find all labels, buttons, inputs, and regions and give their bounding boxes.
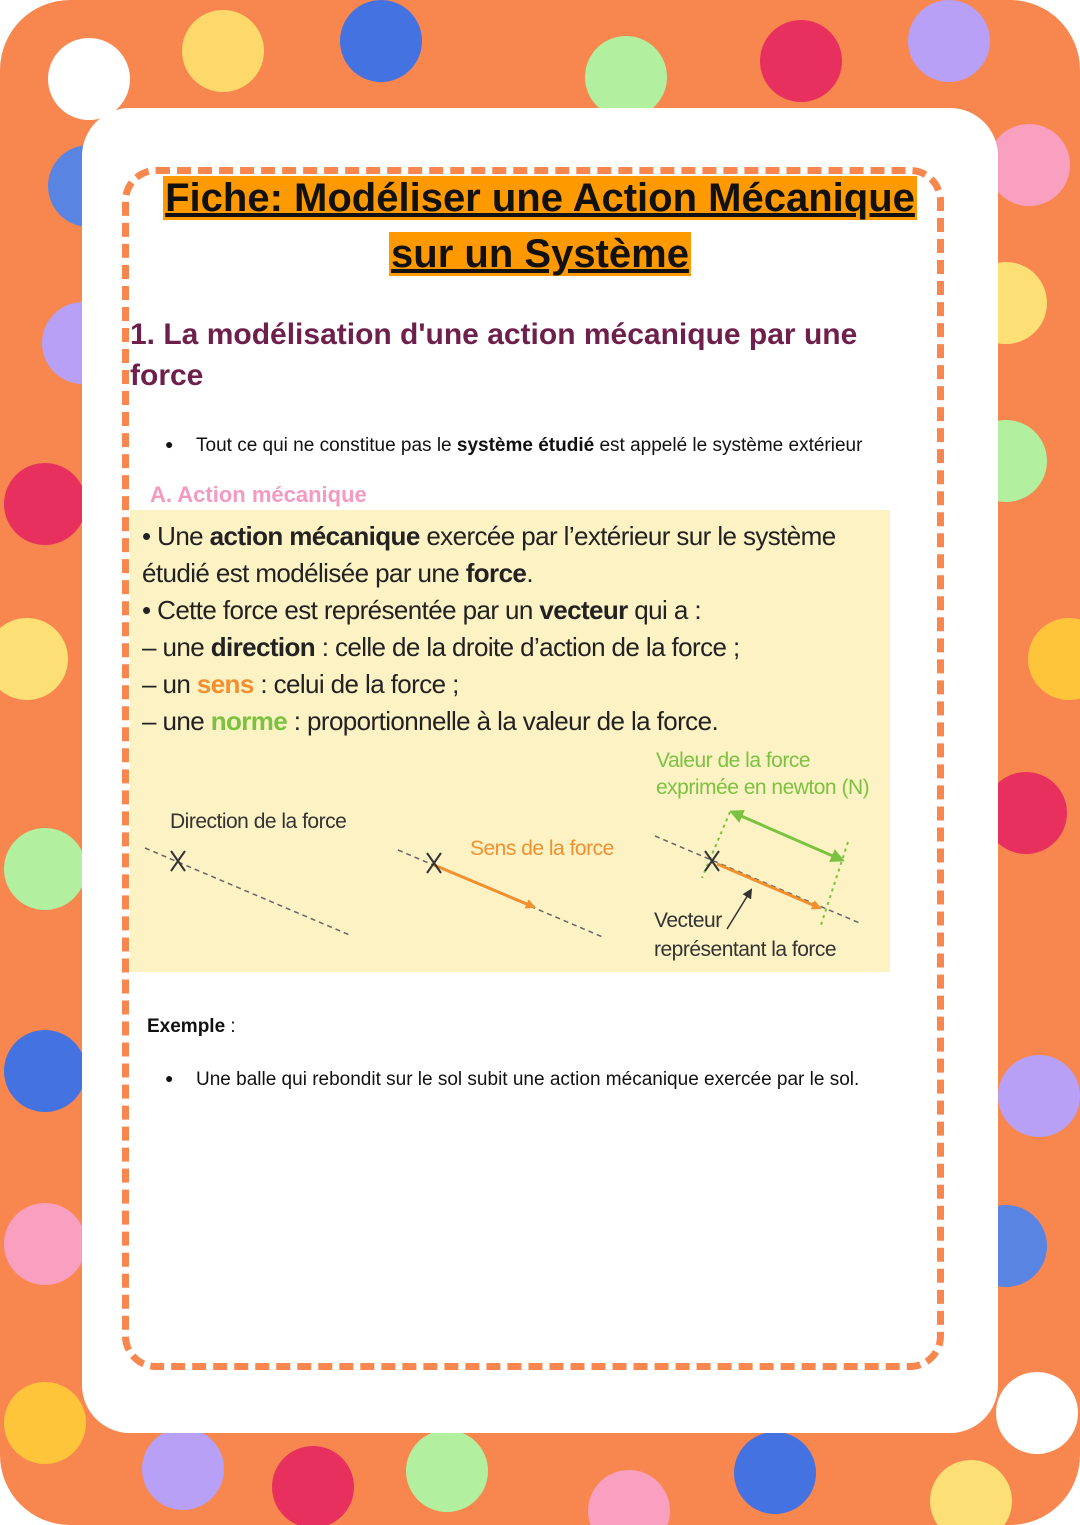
title-line-1: Fiche: Modéliser une Action Mécanique: [165, 176, 915, 220]
decor-dot: [48, 38, 130, 120]
example-label: [147, 1016, 236, 1038]
decor-dot: [272, 1446, 354, 1525]
decor-dot: [4, 1382, 86, 1464]
force-diagram: [130, 510, 890, 972]
decor-dot: [182, 10, 264, 92]
decor-dot: [760, 20, 842, 102]
decor-dot: [0, 618, 68, 700]
definition-box: [130, 510, 890, 972]
direction-line: [145, 848, 352, 936]
section-heading: 1. La modélisation d'une action mécanique par une force: [130, 318, 858, 392]
label-vecteur-2: représentant la force: [654, 938, 837, 961]
label-direction: Direction de la force: [170, 810, 347, 833]
subsection-heading: A. Action mécanique: [150, 482, 367, 507]
cross-icon: [171, 851, 185, 871]
text-bold: direction: [210, 632, 316, 662]
label-vecteur-1: Vecteur: [654, 909, 722, 932]
bullet-text-bold: système étudié: [456, 435, 595, 456]
example-label-suffix: :: [225, 1016, 236, 1037]
text: .: [526, 558, 533, 588]
decor-dot: [585, 36, 667, 118]
decor-dot: [4, 1030, 86, 1112]
text-green: norme: [210, 706, 288, 736]
page-title: [140, 170, 940, 282]
bullet-text-post: est appelé le système extérieur: [594, 435, 863, 456]
text: qui a :: [627, 595, 701, 625]
bullet-glyph: •: [142, 595, 151, 625]
bullet-text-pre: Tout ce qui ne constitue pas le: [196, 435, 457, 456]
decor-dot: [908, 0, 990, 82]
text: Une: [150, 521, 210, 551]
text: : celle de la droite d’action de la force ;: [315, 632, 740, 662]
force-arrow: [434, 865, 534, 907]
text: – une: [142, 706, 211, 736]
decor-dot: [1028, 618, 1080, 700]
force-arrow: [717, 864, 820, 908]
label-valeur-2: exprimée en newton (N): [656, 776, 870, 799]
text: – une: [142, 632, 211, 662]
text: – un: [142, 669, 197, 699]
label-valeur-1: Valeur de la force: [656, 749, 811, 772]
decor-dot: [340, 0, 422, 82]
cross-icon: [427, 853, 441, 873]
pointer-arrow: [727, 890, 751, 929]
text: exercée par l’extérieur sur le système étudié est modélisée par une: [142, 521, 836, 588]
label-sens: Sens de la force: [470, 837, 614, 860]
cross-icon: [705, 851, 719, 871]
title-line-2: sur un Système: [391, 232, 689, 276]
bullet-icon: ●: [165, 436, 174, 452]
bullet-glyph: •: [142, 521, 151, 551]
list-item: [165, 432, 862, 458]
bullet-icon: ●: [165, 1070, 174, 1086]
example-label-bold: Exemple: [147, 1016, 226, 1037]
text: : proportionnelle à la valeur de la force.: [287, 706, 719, 736]
decor-dot: [588, 1470, 670, 1525]
text-orange: sens: [196, 669, 254, 699]
example-text: Une balle qui rebondit sur le sol subit une action mécanique exercée par le sol.: [196, 1069, 860, 1090]
text-bold: vecteur: [539, 595, 628, 625]
decor-dot: [4, 1203, 86, 1285]
decor-dot: [4, 828, 86, 910]
decor-dot: [998, 1055, 1080, 1137]
decor-dot: [996, 1372, 1078, 1454]
decor-dot: [142, 1428, 224, 1510]
decor-dot: [930, 1460, 1012, 1525]
decor-dot: [4, 463, 86, 545]
text-bold: action mécanique: [209, 521, 420, 551]
text: Cette force est représentée par un: [150, 595, 540, 625]
text: : celui de la force ;: [253, 669, 459, 699]
norm-arrow: [732, 812, 842, 860]
decor-dot: [988, 124, 1070, 206]
decor-dot: [406, 1430, 488, 1512]
text-bold: force: [465, 558, 527, 588]
decor-dot: [734, 1432, 816, 1514]
list-item: [165, 1066, 859, 1092]
